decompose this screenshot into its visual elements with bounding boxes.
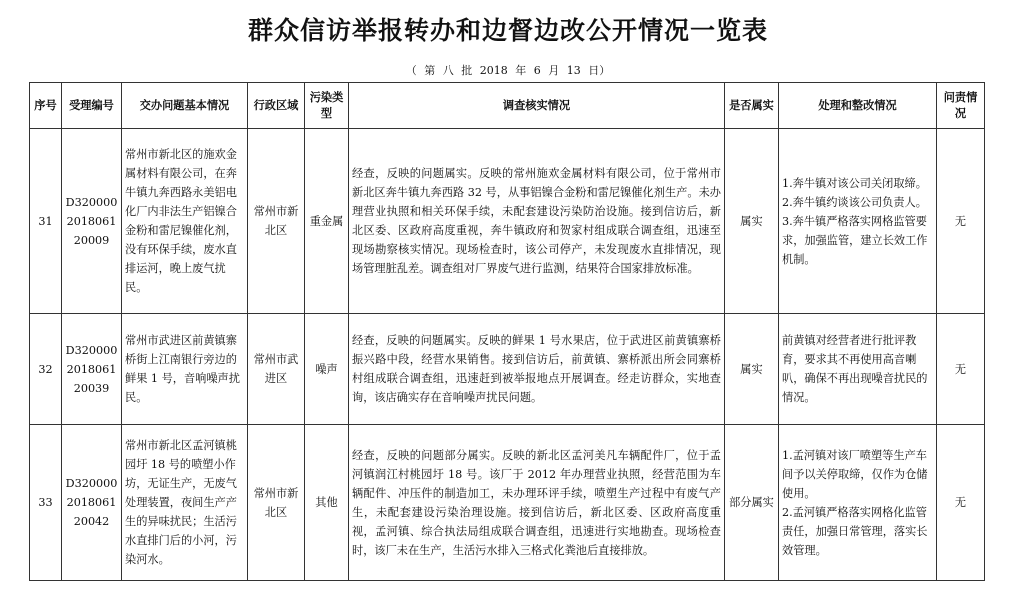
header-pollution: 污染类型 — [305, 83, 349, 129]
cell-region: 常州市新北区 — [248, 129, 305, 314]
header-region: 行政区域 — [248, 83, 305, 129]
cell-verified: 属实 — [725, 314, 779, 425]
header-investigation: 调查核实情况 — [349, 83, 725, 129]
header-handling: 处理和整改情况 — [779, 83, 937, 129]
table-row — [30, 129, 985, 314]
cell-seq: 32 — [30, 314, 62, 425]
header-accountability: 问责情况 — [937, 83, 985, 129]
cell-verified: 部分属实 — [725, 425, 779, 581]
cell-issue: 常州市武进区前黄镇寨桥街上江南银行旁边的鲜果 1 号，音响噪声扰民。 — [122, 314, 248, 425]
cell-case-no: D320000201806120009 — [62, 129, 122, 314]
cell-pollution: 重金属 — [305, 129, 349, 314]
cell-accountability: 无 — [937, 425, 985, 581]
batch-date-subtitle: （ 第 八 批 2018 年 6 月 13 日） — [405, 64, 611, 77]
cell-issue: 常州市新北区的施欢金属材料有限公司，在奔牛镇九奔西路永美铝电化厂内非法生产铝镍合金粉和雷尼镍催化剂，没有环保手续，废水直排运河，晚上废气扰民。 — [122, 129, 248, 314]
header-verified: 是否属实 — [725, 83, 779, 129]
cell-verified: 属实 — [725, 129, 779, 314]
cell-investigation: 经查，反映的问题属实。反映的鲜果 1 号水果店，位于武进区前黄镇寨桥振兴路中段，经营水果销售。接到信访后，前黄镇、寨桥派出所会同寨桥村组成联合调查组，迅速赶到被举报地点开展调查。经走访群众，实地查询，该店确实存在音响噪声扰民问题。 — [349, 314, 725, 425]
cell-handling: 前黄镇对经营者进行批评教育，要求其不再使用高音喇叭，确保不再出现噪音扰民的情况。 — [779, 314, 937, 425]
cell-region: 常州市新北区 — [248, 425, 305, 581]
cell-investigation: 经查，反映的问题属实。反映的常州施欢金属材料有限公司，位于常州市新北区奔牛镇九奔西路 32 号，从事铝镍合金粉和雷尼镍催化剂生产。未办理营业执照和相关环保手续，未配套建设污染防治设施。接到信访后，新北区委、区政府高度重视，奔牛镇政府和贺家村组成联合调查组，迅速至现场勘察核实情况。现场检查时，该公司停产，未发现废水直排情况，现场管理脏乱差。调查组对厂界废气进行监测，结果符合国家排放标准。 — [349, 129, 725, 314]
document-title: 群众信访举报转办和边督边改公开情况一览表 — [247, 16, 768, 45]
cell-seq: 31 — [30, 129, 62, 314]
header-case-no: 受理编号 — [62, 83, 122, 129]
table-row — [30, 425, 985, 581]
cell-region: 常州市武进区 — [248, 314, 305, 425]
table-header-row — [30, 83, 985, 129]
cell-issue: 常州市新北区孟河镇桃园圩 18 号的喷塑小作坊，无证生产，无废气处理装置，夜间生产产生的异味扰民；生活污水直排门后的小河，污染河水。 — [122, 425, 248, 581]
header-issue: 交办问题基本情况 — [122, 83, 248, 129]
cell-accountability: 无 — [937, 314, 985, 425]
header-seq: 序号 — [30, 83, 62, 129]
cell-case-no: D320000201806120039 — [62, 314, 122, 425]
table-row — [30, 314, 985, 425]
cell-handling: 1.奔牛镇对该公司关闭取缔。 2.奔牛镇约谈该公司负责人。 3.奔牛镇严格落实网格监管要求，加强监管，建立长效工作机制。 — [779, 129, 937, 314]
cell-pollution: 其他 — [305, 425, 349, 581]
cell-seq: 33 — [30, 425, 62, 581]
cell-handling: 1.孟河镇对该厂喷塑等生产车间予以关停取缔，仅作为仓储使用。 2.孟河镇严格落实网格化监管责任，加强日常管理，落实长效管理。 — [779, 425, 937, 581]
cell-accountability: 无 — [937, 129, 985, 314]
complaint-table — [29, 82, 985, 581]
cell-case-no: D320000201806120042 — [62, 425, 122, 581]
cell-investigation: 经查，反映的问题部分属实。反映的新北区孟河美凡车辆配件厂，位于孟河镇润江村桃园圩 18 号。该厂于 2012 年办理营业执照，经营范围为车辆配件、冲压件的制造加工，未办理环评手续，喷塑生产过程中有废气产生，未配套建设污染治理设施。接到信访后，新北区委、区政府高度重视，孟河镇、综合执法局组成联合调查组，迅速进行实地勘查。现场检查时，该厂未在生产，生活污水排入三格式化粪池后直接排放。 — [349, 425, 725, 581]
cell-pollution: 噪声 — [305, 314, 349, 425]
